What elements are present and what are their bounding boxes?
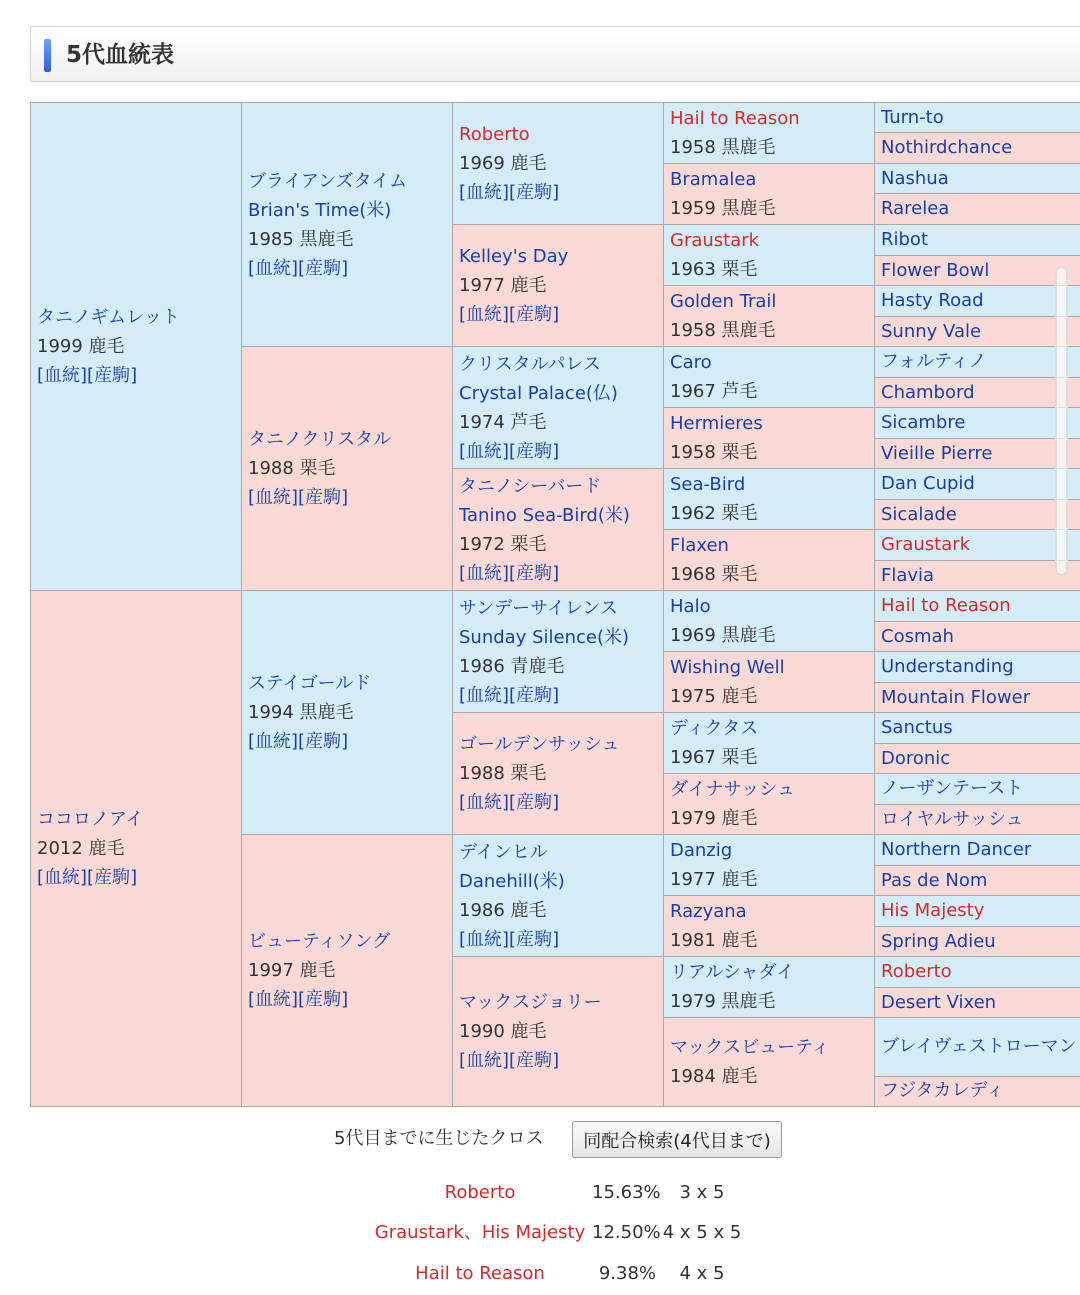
horse-birth-info [670,194,868,223]
horse-birth-info [670,499,868,528]
birth-year: 1990 [459,1021,505,1043]
birth-year: 1984 [670,1066,716,1088]
pedigree-cell-g5 [875,896,1080,927]
pedigree-cell-g5 [875,866,1080,896]
pedigree-cell-g1 [31,103,242,591]
horse-name-link[interactable]: Razyana [670,901,747,923]
coat-color: 黒鹿毛 [721,625,776,647]
cross-row [0,1180,1080,1206]
horse-name-link[interactable]: Sea-Bird [670,474,746,496]
horse-name-link[interactable]: Doronic [881,747,951,769]
horse-name-link[interactable]: Nashua [881,167,949,189]
horse-name-link[interactable]: ブライアンズタイム [248,170,408,192]
pedigree-cell-g5 [875,164,1080,194]
pedigree-cell-g5 [875,957,1080,988]
horse-links [248,727,446,756]
coat-color: 栗毛 [721,259,758,281]
pedigree-cell-g2 [242,347,453,591]
coat-color: 鹿毛 [299,960,336,982]
pedigree-cell-g4 [664,469,875,530]
pedigree-cell-g3 [453,469,664,591]
horse-birth-info [670,987,868,1016]
horse-birth-info [37,332,235,361]
horse-name-link[interactable]: ノーザンテースト [881,778,1024,800]
pedigree-cell-g5 [875,1076,1080,1106]
birth-year: 1979 [670,808,716,830]
birth-year: 1958 [670,442,716,464]
horse-birth-info [670,865,868,894]
horse-name-link[interactable]: Bramalea [670,169,757,191]
pedigree-cell-g5 [875,347,1080,378]
horse-name-en-link[interactable]: Brian's Time(米) [248,199,392,221]
horse-name-link[interactable]: Roberto [459,124,530,146]
horse-name-link[interactable]: クリスタルパレス [459,353,601,375]
birth-year: 1986 [459,655,505,677]
horse-name-link[interactable]: Golden Trail [670,291,777,313]
pedigree-link[interactable]: [血統] [459,792,510,814]
horse-birth-info [248,956,446,985]
cross-label: 5代目までに生じたクロス [334,1128,544,1149]
horse-name-link[interactable]: Caro [670,352,712,374]
horse-name-link[interactable]: Spring Adieu [881,930,996,952]
birth-year: 1962 [670,503,716,525]
pedigree-cell-g5 [875,683,1080,713]
coat-color: 鹿毛 [721,1066,758,1088]
progeny-link[interactable]: [産駒] [298,487,349,509]
pedigree-link[interactable]: [血統] [248,731,299,753]
horse-birth-info [670,560,868,589]
birth-year: 1999 [37,336,83,358]
birth-year: 1958 [670,137,716,159]
pedigree-link[interactable]: [血統] [459,182,510,204]
coat-color: 芦毛 [721,381,758,403]
horse-birth-info [670,377,868,406]
birth-year: 1988 [248,458,294,480]
horse-birth-info [459,530,657,559]
progeny-link[interactable]: [産駒] [87,365,138,387]
birth-year: 1977 [459,275,505,297]
horse-name-link[interactable]: サンデーサイレンス [459,597,618,619]
progeny-link[interactable]: [産駒] [298,731,349,753]
coat-color: 青鹿毛 [510,655,565,677]
horse-name-link[interactable]: Halo [670,596,711,618]
coat-color: 栗毛 [510,763,547,785]
pedigree-cell-g5 [875,408,1080,439]
horse-name-link[interactable]: Graustark [881,534,971,556]
pedigree-cell-g5 [875,256,1080,286]
horse-name-link[interactable]: Hasty Road [881,290,984,312]
same-cross-search-button[interactable]: 同配合検索(4代目まで) [572,1121,782,1158]
pedigree-link[interactable]: [血統] [459,304,510,326]
horse-name-link[interactable]: Roberto [881,961,952,983]
cross-pattern: 3 x 5 [679,1182,725,1203]
horse-name-link[interactable]: フジタカレディ [881,1080,1005,1102]
birth-year: 1975 [670,686,716,708]
horse-name-link[interactable]: Nothirdchance [881,137,1013,159]
pedigree-cell-g1 [31,591,242,1107]
horse-birth-info [670,438,868,467]
birth-year: 1972 [459,533,505,555]
pedigree-cell-g2 [242,835,453,1107]
birth-year: 1967 [670,747,716,769]
horse-name-link[interactable]: Hermieres [670,413,763,435]
horse-name-link[interactable]: Understanding [881,656,1014,678]
pedigree-cell-g4 [664,103,875,164]
coat-color: 鹿毛 [510,153,547,175]
progeny-link[interactable]: [産駒] [298,989,349,1011]
pedigree-link[interactable]: [血統] [459,562,510,584]
horse-name-link[interactable]: Vieille Pierre [881,442,993,464]
pedigree-cell-g5 [875,194,1080,225]
pedigree-cell-g3 [453,225,664,347]
pedigree-cell-g4 [664,957,875,1018]
horse-name-link[interactable]: Sicambre [881,412,966,434]
pedigree-cell-g4 [664,774,875,835]
horse-name-link[interactable]: Turn-to [881,106,944,128]
coat-color: 鹿毛 [721,808,758,830]
progeny-link[interactable]: [産駒] [509,928,560,950]
horse-name-link[interactable]: タニノクリスタル [248,429,392,451]
pedigree-cell-g4 [664,835,875,896]
horse-name-en-link[interactable]: Danehill(米) [459,870,565,892]
horse-name-link[interactable]: フォルティノ [881,351,987,373]
pedigree-link[interactable]: [血統] [37,365,88,387]
horse-name-link[interactable]: リアルシャダイ [670,962,795,984]
pedigree-cell-g4 [664,347,875,408]
birth-year: 1967 [670,381,716,403]
pedigree-cell-g5 [875,927,1080,957]
horse-name-link[interactable]: Flaxen [670,535,729,557]
coat-color: 黒鹿毛 [721,198,776,220]
progeny-link[interactable]: [産駒] [87,867,138,889]
coat-color: 黒鹿毛 [299,702,354,724]
horse-links [459,925,657,954]
section-header [30,26,1080,82]
pedigree-row [31,103,1080,133]
birth-year: 1974 [459,411,505,433]
pedigree-link[interactable]: [血統] [248,989,299,1011]
pedigree-cell-g5 [875,774,1080,805]
coat-color: 鹿毛 [88,838,125,860]
coat-color: 黒鹿毛 [299,228,354,250]
birth-year: 1969 [670,625,716,647]
birth-year: 1958 [670,320,716,342]
pedigree-cell-g3 [453,103,664,225]
progeny-link[interactable]: [産駒] [509,684,560,706]
pedigree-cell-g5 [875,500,1080,530]
coat-color: 鹿毛 [88,336,125,358]
pedigree-cell-g5 [875,622,1080,652]
coat-color: 栗毛 [299,458,336,480]
progeny-link[interactable]: [産駒] [298,257,349,279]
pedigree-cell-g4 [664,225,875,286]
horse-name-link[interactable]: Mountain Flower [881,686,1031,708]
horse-name-link[interactable]: Desert Vixen [881,991,997,1013]
pedigree-cell-g5 [875,1018,1080,1076]
horse-birth-info [248,698,446,727]
horse-name-link[interactable]: マックスビューティ [670,1037,830,1059]
pedigree-cell-g4 [664,652,875,713]
pedigree-cell-g5 [875,439,1080,469]
horse-name-link[interactable]: Wishing Well [670,657,785,679]
birth-year: 1981 [670,930,716,952]
coat-color: 鹿毛 [510,275,547,297]
birth-year: 1986 [459,899,505,921]
horse-birth-info [670,255,868,284]
horse-birth-info [459,896,657,925]
coat-color: 栗毛 [721,747,758,769]
pedigree-cell-g5 [875,561,1080,591]
coat-color: 栗毛 [721,503,758,525]
birth-year: 1977 [670,869,716,891]
pedigree-cell-g4 [664,286,875,347]
cross-percent: 12.50% [592,1222,661,1243]
pedigree-cell-g4 [664,591,875,652]
horse-links [37,361,235,390]
horse-name-link[interactable]: ココロノアイ [37,809,144,831]
coat-color: 鹿毛 [510,1021,547,1043]
coat-color: 芦毛 [510,411,547,433]
horse-name-link[interactable]: ステイゴールド [248,673,372,695]
pedigree-cell-g5 [875,988,1080,1018]
horse-name-link[interactable]: Dan Cupid [881,473,975,495]
progeny-link[interactable]: [産駒] [509,304,560,326]
horse-name-link[interactable]: ブレイヴェストローマン [881,1035,1077,1057]
pedigree-cell-g3 [453,713,664,835]
pedigree-link[interactable]: [血統] [248,487,299,509]
pedigree-cell-g4 [664,408,875,469]
pedigree-cell-g3 [453,835,664,957]
coat-color: 鹿毛 [721,869,758,891]
pedigree-cell-g5 [875,378,1080,408]
birth-year: 1969 [459,153,505,175]
progeny-link[interactable]: [産駒] [509,562,560,584]
birth-year: 1963 [670,259,716,281]
horse-name-link[interactable]: タニノギムレット [37,307,180,329]
pedigree-cell-g5 [875,744,1080,774]
header-accent-bar [44,39,51,72]
birth-year: 1997 [248,960,294,982]
horse-birth-info [459,149,657,178]
coat-color: 黒鹿毛 [721,137,776,159]
horse-birth-info [670,316,868,345]
birth-year: 1985 [248,228,294,250]
pedigree-cell-g3 [453,957,664,1107]
horse-name-link[interactable]: Flower Bowl [881,259,990,281]
horse-name-link[interactable]: Sicalade [881,503,957,525]
horse-name-link[interactable]: ダイナサッシュ [670,779,795,801]
section-title: 5代血統表 [66,42,175,68]
pedigree-cell-g3 [453,347,664,469]
horse-birth-info [248,454,446,483]
horse-name-link[interactable]: Cosmah [881,625,954,647]
horse-name-link[interactable]: デインヒル [459,841,548,863]
horse-name-link[interactable]: Northern Dancer [881,839,1032,861]
horse-links [248,985,446,1014]
horse-name-link[interactable]: Ribot [881,229,929,251]
coat-color: 鹿毛 [721,686,758,708]
birth-year: 2012 [37,838,83,860]
horse-name-link[interactable]: ディクタス [670,718,759,740]
coat-color: 栗毛 [510,533,547,555]
pedigree-link[interactable]: [血統] [459,1050,510,1072]
pedigree-cell-g5 [875,805,1080,835]
pedigree-cell-g2 [242,591,453,835]
coat-color: 黒鹿毛 [721,320,776,342]
pedigree-cell-g4 [664,896,875,957]
horse-birth-info [248,225,446,254]
horse-name-en-link[interactable]: Sunday Silence(米) [459,626,629,648]
horse-links [459,559,657,588]
scrollbar[interactable] [1055,266,1068,576]
cross-pattern: 4 x 5 x 5 [662,1222,742,1243]
horse-name-link[interactable]: Chambord [881,381,975,403]
cross-row [0,1261,1080,1287]
cross-percent: 15.63% [592,1182,661,1203]
horse-birth-info [459,408,657,437]
horse-name-link[interactable]: Pas de Nom [881,869,988,891]
horse-name-link[interactable]: マックスジョリー [459,992,602,1014]
cross-horse-link[interactable]: Hail to Reason [415,1263,545,1284]
pedigree-table [30,102,1080,1107]
pedigree-cell-g3 [453,591,664,713]
cross-horse-link[interactable]: Graustark、His Majesty [374,1222,586,1243]
horse-birth-info [670,926,868,955]
pedigree-cell-g5 [875,103,1080,133]
pedigree-cell-g4 [664,1018,875,1107]
pedigree-cell-g5 [875,713,1080,744]
pedigree-cell-g2 [242,103,453,347]
horse-name-link[interactable]: ビューティソング [248,931,391,953]
horse-birth-info [670,133,868,162]
horse-links [459,178,657,207]
coat-color: 栗毛 [721,564,758,586]
horse-name-link[interactable]: タニノシーバード [459,475,602,497]
pedigree-link[interactable]: [血統] [248,257,299,279]
pedigree-link[interactable]: [血統] [37,867,88,889]
horse-links [459,788,657,817]
horse-name-en-link[interactable]: Tanino Sea-Bird(米) [459,504,630,526]
cross-row [0,1220,1080,1246]
horse-birth-info [37,834,235,863]
progeny-link[interactable]: [産駒] [509,182,560,204]
pedigree-cell-g4 [664,713,875,774]
pedigree-row [31,591,1080,622]
pedigree-cell-g5 [875,530,1080,561]
progeny-link[interactable]: [産駒] [509,792,560,814]
progeny-link[interactable]: [産駒] [509,1050,560,1072]
pedigree-cell-g5 [875,286,1080,317]
horse-name-en-link[interactable]: Crystal Palace(仏) [459,382,618,404]
progeny-link[interactable]: [産駒] [509,440,560,462]
horse-name-link[interactable]: Hail to Reason [670,108,800,130]
horse-links [37,863,235,892]
horse-name-link[interactable]: Sanctus [881,717,953,739]
horse-links [459,437,657,466]
coat-color: 黒鹿毛 [721,991,776,1013]
pedigree-cell-g5 [875,225,1080,256]
horse-links [459,681,657,710]
birth-year: 1979 [670,991,716,1013]
horse-birth-info [670,743,868,772]
horse-birth-info [670,1062,868,1091]
pedigree-cell-g5 [875,835,1080,866]
horse-links [459,300,657,329]
horse-name-link[interactable]: Flavia [881,564,935,586]
pedigree-link[interactable]: [血統] [459,440,510,462]
pedigree-cell-g5 [875,133,1080,164]
horse-birth-info [459,271,657,300]
birth-year: 1959 [670,198,716,220]
horse-name-link[interactable]: His Majesty [881,900,985,922]
horse-birth-info [670,682,868,711]
horse-links [459,1046,657,1075]
horse-birth-info [459,1017,657,1046]
pedigree-cell-g4 [664,530,875,591]
pedigree-cell-g5 [875,652,1080,683]
horse-name-link[interactable]: Danzig [670,840,733,862]
cross-pattern: 4 x 5 [679,1263,725,1284]
pedigree-link[interactable]: [血統] [459,684,510,706]
pedigree-cell-g5 [875,591,1080,622]
cross-percent: 9.38% [598,1263,656,1284]
horse-links [248,483,446,512]
horse-name-link[interactable]: Hail to Reason [881,595,1011,617]
horse-name-link[interactable]: ゴールデンサッシュ [459,734,620,756]
horse-birth-info [670,621,868,650]
pedigree-cell-g5 [875,317,1080,347]
horse-birth-info [459,652,657,681]
pedigree-cell-g4 [664,164,875,225]
pedigree-cell-g5 [875,469,1080,500]
birth-year: 1994 [248,702,294,724]
horse-birth-info [670,804,868,833]
pedigree-link[interactable]: [血統] [459,928,510,950]
horse-links [248,254,446,283]
horse-birth-info [459,759,657,788]
horse-name-link[interactable]: Rarelea [881,198,950,220]
coat-color: 栗毛 [721,442,758,464]
horse-name-link[interactable]: Graustark [670,230,760,252]
cross-horse-link[interactable]: Roberto [444,1182,516,1203]
birth-year: 1968 [670,564,716,586]
horse-name-link[interactable]: Kelley's Day [459,246,569,268]
horse-name-link[interactable]: ロイヤルサッシュ [881,808,1024,830]
horse-name-link[interactable]: Sunny Vale [881,320,982,342]
coat-color: 鹿毛 [721,930,758,952]
coat-color: 鹿毛 [510,899,547,921]
birth-year: 1988 [459,763,505,785]
